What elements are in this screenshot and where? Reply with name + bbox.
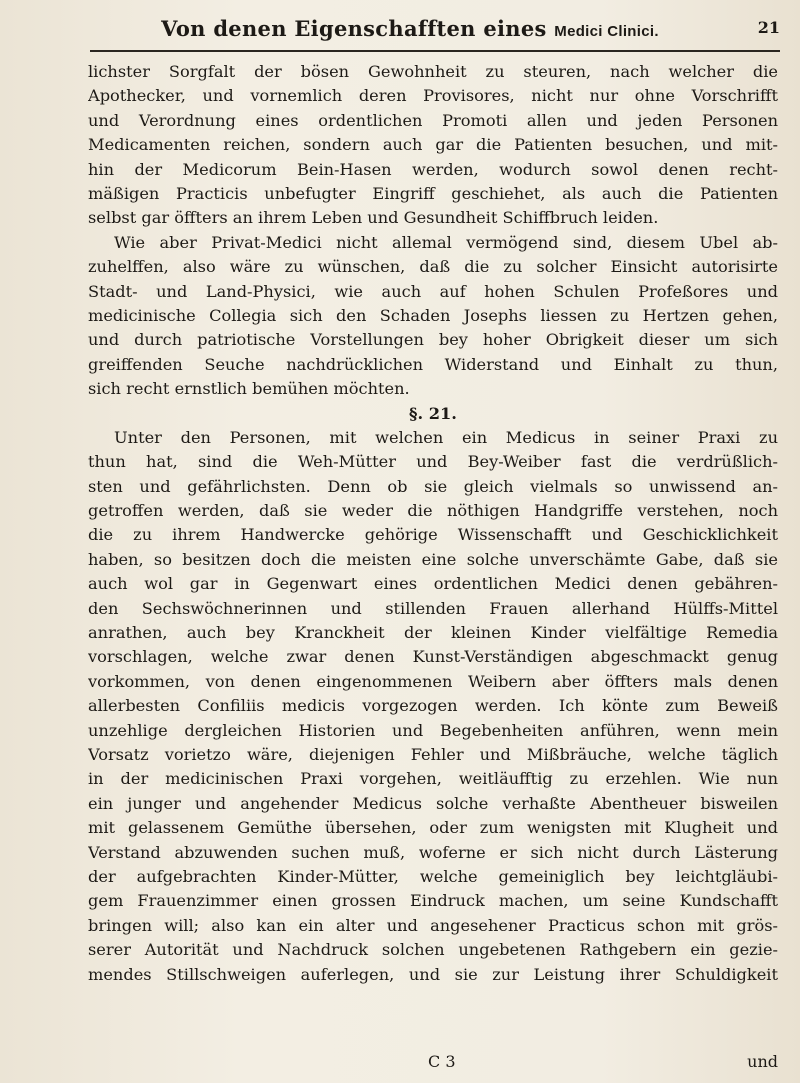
running-head-title-latin: Medici Clinici. [554, 23, 659, 40]
text-line: Stadt- und Land-Physici, wie auch auf hohen Schulen Profeßores und [88, 281, 778, 301]
text-line: hin der Medicorum Bein-Hasen werden, wodurch sowol denen recht- [88, 159, 778, 179]
text-line: medicinische Collegia sich den Schaden Josephs liessen zu Hertzen gehen, [88, 306, 778, 326]
text-line: vorkommen, von denen eingenommenen Weibern aber öffters mals denen [88, 671, 778, 691]
text-line: serer Autorität und Nachdruck solchen ungebetenen Rathgebern ein gezie- [88, 940, 778, 960]
catchword: und [747, 1052, 778, 1071]
text-line: greiffenden Seuche nachdrücklichen Widerstand und Einhalt zu thun, [88, 354, 778, 374]
text-line: in der medicinischen Praxi vorgehen, weitläufftig zu erzehlen. Wie nun [88, 769, 778, 789]
running-head-title [120, 16, 700, 41]
text-line: selbst gar öffters an ihrem Leben und Gesundheit Schiffbruch leiden. [88, 208, 659, 228]
text-line: bringen will; also kan ein alter und angesehener Practicus schon mit grös- [88, 915, 778, 935]
page-number: 21 [757, 18, 780, 37]
text-line: haben, so besitzen doch die meisten eine solche unverschämte Gabe, daß sie [88, 549, 778, 569]
text-line: die zu ihrem Handwercke gehörige Wissenschafft und Geschicklichkeit [88, 525, 778, 545]
text-line: mit gelassenem Gemüthe übersehen, oder zum wenigsten mit Klugheit und [88, 818, 778, 838]
text-line: und durch patriotische Vorstellungen bey hoher Obrigkeit dieser um sich [88, 330, 778, 350]
text-line: vorschlagen, welche zwar denen Kunst-Verständigen abgeschmackt genug [88, 647, 778, 667]
text-line: ein junger und angehender Medicus solche verhaßte Abentheuer bisweilen [88, 793, 778, 813]
paragraph-1 [88, 60, 778, 402]
text-line: der aufgebrachten Kinder-Mütter, welche gemeiniglich bey leichtgläubi- [88, 867, 778, 886]
section-heading: §. 21. [409, 403, 457, 423]
header-rule [90, 50, 780, 52]
text-line: mäßigen Practicis unbefugter Eingriff geschiehet, als auch die Patienten [88, 184, 778, 204]
paragraph-2 [88, 426, 778, 987]
text-line: getroffen werden, daß sie weder die nöthigen Handgriffe verstehen, noch [88, 500, 778, 520]
text-line: mendes Stillschweigen auferlegen, und sie zur Leistung ihrer Schuldigkeit [88, 964, 778, 984]
signature-mark: C 3 [428, 1052, 456, 1071]
running-head [80, 14, 780, 44]
text-line: Apothecker, und vornemlich deren Provisores, nicht nur ohne Vorschrifft [88, 86, 778, 106]
text-line: Unter den Personen, mit welchen ein Medicus in seiner Praxi zu [114, 427, 778, 447]
text-line: Verstand abzuwenden suchen muß, woferne er sich nicht durch Lästerung [88, 842, 778, 862]
text-line: gem Frauenzimmer einen grossen Eindruck machen, um seine Kundschafft [88, 891, 778, 911]
text-line: anrathen, auch bey Kranckheit der kleinen Kinder vielfältige Remedia [88, 622, 778, 642]
text-line: Vorsatz vorietzo wäre, diejenigen Fehler und Mißbräuche, welche täglich [88, 744, 778, 764]
text-line: und Verordnung eines ordentlichen Promoti allen und jeden Personen [88, 110, 778, 130]
text-line: thun hat, sind die Weh-Mütter und Bey-Weiber fast die verdrüßlich- [88, 452, 778, 472]
text-line: Medicamenten reichen, sondern auch gar die Patienten besuchen, und mit- [88, 135, 778, 155]
text-line: Wie aber Privat-Medici nicht allemal vermögend sind, diesem Ubel ab- [114, 232, 778, 252]
text-line: allerbesten Confiliis medicis vorgezogen werden. Ich könte zum Beweiß [88, 696, 778, 716]
page-footer [88, 1052, 778, 1076]
text-line: sich recht ernstlich bemühen möchten. [88, 379, 410, 399]
text-line: auch wol gar in Gegenwart eines ordentlichen Medici denen gebähren- [88, 574, 778, 594]
text-line: unzehlige dergleichen Historien und Begebenheiten anführen, wenn mein [88, 720, 778, 740]
running-head-title-german: Von denen Eigenschafften eines [161, 16, 547, 41]
text-line: den Sechswöchnerinnen und stillenden Frauen allerhand Hülffs-Mittel [88, 598, 778, 618]
body-text [88, 60, 778, 987]
text-line: lichster Sorgfalt der bösen Gewohnheit zu steuren, nach welcher die [88, 62, 778, 81]
text-line: sten und gefährlichsten. Denn ob sie gleich vielmals so unwissend an- [88, 476, 778, 496]
text-line: zuhelffen, also wäre zu wünschen, daß die zu solcher Einsicht autorisirte [88, 257, 778, 277]
